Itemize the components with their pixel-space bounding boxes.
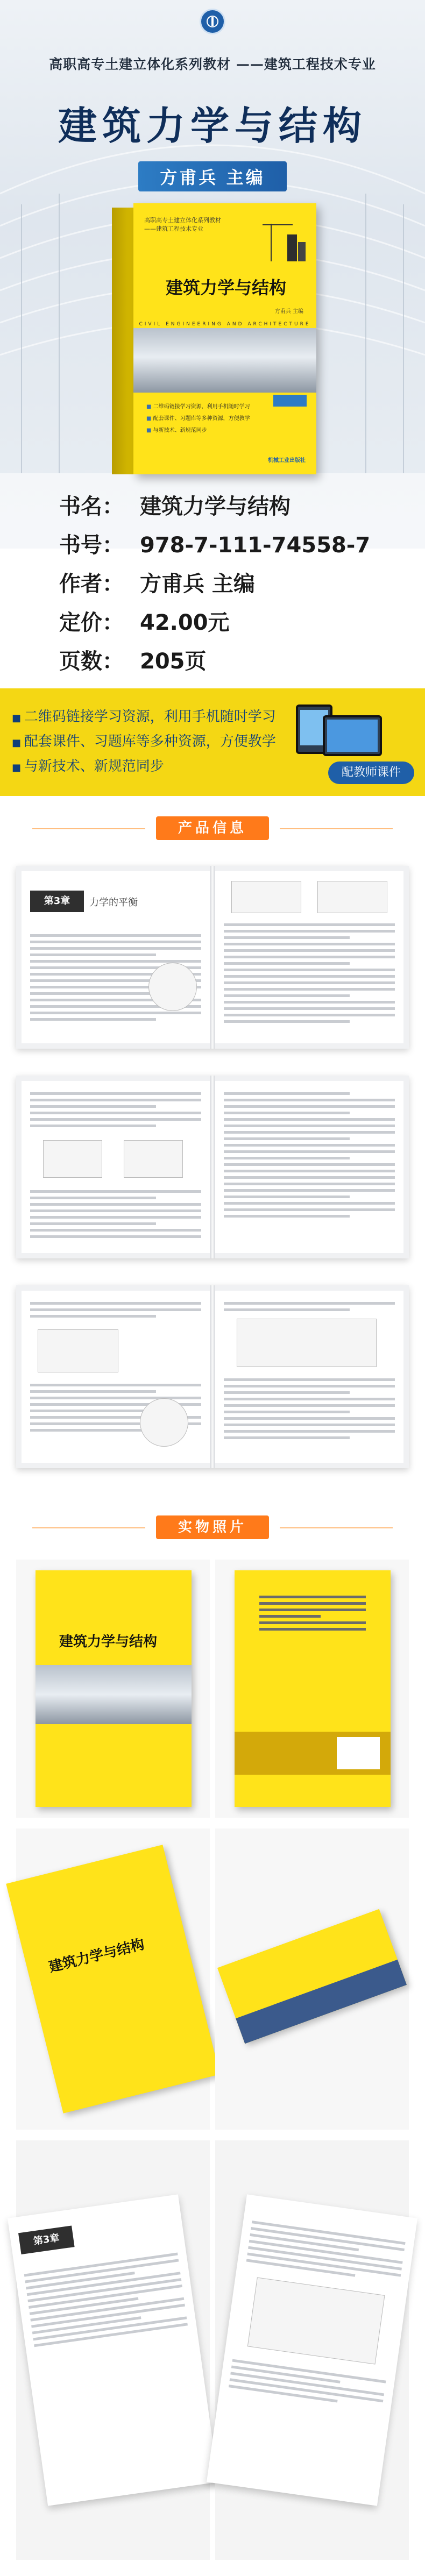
cover-bullet-list (146, 401, 275, 437)
cover-bullet: ■ 配套课件、习题库等多种资源，方便教学 (146, 413, 275, 425)
info-row (59, 487, 370, 526)
info-row (59, 526, 370, 565)
photo-book-spine (217, 1909, 407, 2044)
section-header-real-photos (0, 1506, 425, 1549)
sample-spread (16, 866, 409, 1049)
text-block (215, 1298, 403, 1315)
section-title: 实物照片 (156, 1515, 269, 1539)
book-info-list (59, 487, 370, 681)
cover-author: 方甫兵 主编 (274, 309, 303, 315)
photo-spine (215, 1828, 409, 2130)
info-row (59, 603, 370, 642)
tablet-icon (323, 715, 382, 756)
sample-page-right (215, 1081, 403, 1253)
cover-english-title: CIVIL ENGINEERING AND ARCHITECTURE (139, 322, 311, 327)
info-key: 书号： (59, 533, 124, 558)
feature-item: ■ 与新技术、新规范同步 (12, 754, 276, 779)
feature-item: ■ 二维码链接学习资源，利用手机随时学习 (12, 705, 276, 729)
figure (148, 963, 197, 1011)
info-value: 42.00元 (140, 610, 230, 635)
series-subtitle: 高职高专土建立体化系列教材 ——建筑工程技术专业 (49, 56, 376, 72)
divider (32, 828, 145, 829)
section-header-product-info (0, 807, 425, 850)
figure (231, 881, 301, 913)
photo-cover-title: 建筑力学与结构 (59, 1634, 158, 1650)
sample-page-right (215, 1291, 403, 1463)
info-row (59, 565, 370, 603)
cover-series (144, 216, 221, 233)
cover-resource-badge (273, 395, 307, 407)
sample-page-left (22, 1081, 210, 1253)
open-book-page (8, 2194, 218, 2506)
text-block (15, 2247, 197, 2352)
cover-series-line2: ——建筑工程技术专业 (144, 225, 203, 232)
info-row (59, 642, 370, 681)
crane-building-icon (260, 218, 309, 261)
sample-page-right (215, 871, 403, 1043)
text-block (22, 1186, 210, 1242)
spine-band (236, 1960, 407, 2044)
photo-book-angled (6, 1845, 220, 2114)
back-text-block (251, 1592, 374, 1710)
page-gutter (210, 866, 215, 1049)
cover-architecture-photo (133, 328, 316, 393)
figure (247, 2277, 385, 2364)
feature-list (12, 705, 276, 779)
info-value: 方甫兵 主编 (140, 572, 255, 596)
divider (32, 1527, 145, 1528)
text-block (215, 1375, 403, 1443)
text-block (22, 1298, 210, 1321)
photo-front-cover (16, 1560, 210, 1818)
figure (237, 1319, 377, 1367)
photo-back-cover (215, 1560, 409, 1818)
info-value: 建筑力学与结构 (140, 494, 291, 519)
author-band: 方甫兵 主编 (138, 161, 287, 191)
photo-open-book-right (215, 2140, 409, 2560)
photo-cover-title: 建筑力学与结构 (47, 1936, 146, 1976)
info-key: 作者： (59, 572, 124, 596)
figure (38, 1329, 118, 1372)
photo-book-back (235, 1570, 391, 1807)
page-title: 建筑力学与结构 (58, 103, 367, 148)
publisher-logo-icon (200, 9, 225, 34)
hero-banner (0, 0, 425, 674)
figure (124, 1140, 183, 1178)
info-value: 205页 (140, 649, 207, 674)
feature-item: ■ 配套课件、习题库等多种资源，方便教学 (12, 729, 276, 754)
sample-spread (16, 1285, 409, 1468)
figure (317, 881, 387, 913)
photo-angled-cover (16, 1828, 210, 2130)
sample-spread (16, 1076, 409, 1258)
cover-title: 建筑力学与结构 (166, 277, 287, 298)
chapter-title: 力学的平衡 (89, 897, 138, 908)
book-cover-3d (112, 203, 316, 474)
divider (280, 1527, 393, 1528)
sample-page-left (22, 1291, 210, 1463)
figure (43, 1140, 102, 1178)
photo-cover-image (36, 1665, 192, 1724)
cover-publisher: 机械工业出版社 (268, 458, 306, 464)
book-spine (112, 208, 133, 474)
text-block (237, 2216, 415, 2288)
text-block (215, 920, 403, 1027)
cover-bullet: ■ 二维码链接学习资源，利用手机随时学习 (146, 401, 275, 413)
section-title: 产品信息 (156, 816, 269, 840)
photo-open-book-left (16, 2140, 210, 2560)
barcode-icon (337, 1737, 380, 1769)
cover-bullet: ■ 与新技术、新规范同步 (146, 425, 275, 437)
photo-book (36, 1570, 192, 1807)
courseware-badge: 配教师课件 (328, 762, 414, 784)
cover-series-line1: 高职高专土建立体化系列教材 (144, 217, 221, 224)
info-value: 978-7-111-74558-7 (140, 533, 371, 558)
book-front (133, 203, 316, 474)
text-block (215, 1088, 403, 1221)
info-key: 定价： (59, 610, 124, 635)
divider (280, 828, 393, 829)
text-block (22, 1088, 210, 1131)
chapter-label: 第3章 (30, 891, 84, 912)
info-key: 书名： (59, 494, 124, 519)
sample-page-left (22, 871, 210, 1043)
feature-strip (0, 688, 425, 796)
chapter-label: 第3章 (18, 2225, 75, 2254)
page-gutter (210, 1285, 215, 1468)
open-book-page (207, 2194, 417, 2506)
figure (140, 1398, 188, 1447)
page-gutter (210, 1076, 215, 1258)
info-key: 页数： (59, 649, 124, 674)
